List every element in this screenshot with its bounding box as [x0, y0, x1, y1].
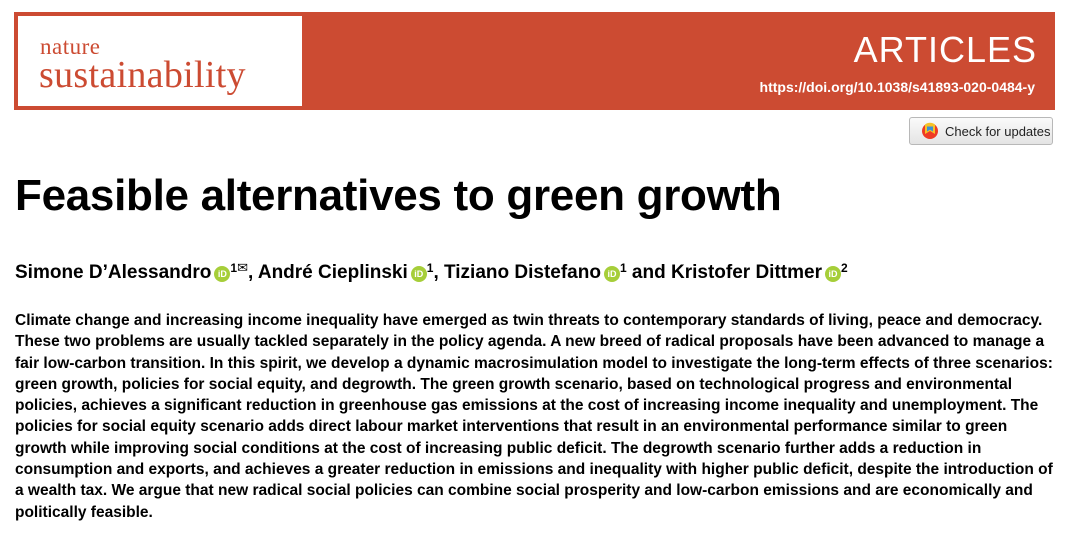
- author-affiliation[interactable]: 1: [230, 261, 238, 275]
- author-list: [15, 254, 848, 287]
- journal-banner: [14, 12, 1055, 110]
- author-affiliation[interactable]: 2: [840, 261, 848, 275]
- article-abstract: Climate change and increasing income inequality have emerged as twin threats to contemporary standards of living, peace and democracy. These two problems are usually tackled separately in the policy agenda. A new breed of radical proposals have been advanced to manage a fair low-carbon transition. In this spirit, we develop a dynamic macrosimulation model to investigate the long-term effects of three scenarios: green growth, policies for social equity, and degrowth. The green growth scenario, based on technological progress and environmental policies, achieves a significant reduction in greenhouse gas emissions at the cost of increasing income inequality and unemployment. The policies for social equity scenario adds direct labour market interventions that result in an environmental performance similar to green growth while improving social conditions at the cost of increasing public deficit. The degrowth scenario further adds a reduction in consumption and exports, and achieves a greater reduction in emissions and inequality with higher public deficit, despite the introduction of a wealth tax. We argue that new radical social policies can combine social prosperity and low-carbon emissions and are economically and politically feasible.: [15, 312, 1053, 521]
- section-label: ARTICLES: [853, 29, 1037, 70]
- author-separator: ,: [247, 262, 258, 283]
- doi-link[interactable]: https://doi.org/10.1038/s41893-020-0484-y: [759, 79, 1035, 95]
- logo-sustainability-text: sustainability: [39, 54, 246, 96]
- orcid-icon[interactable]: iD: [411, 266, 427, 282]
- author-separator: and: [626, 262, 671, 283]
- author-name[interactable]: Kristofer Dittmer: [671, 262, 822, 283]
- orcid-icon[interactable]: iD: [825, 266, 841, 282]
- check-for-updates-label: Check for updates: [945, 123, 1051, 139]
- orcid-icon[interactable]: iD: [214, 266, 230, 282]
- author-separator: ,: [433, 262, 445, 283]
- crossmark-icon: [921, 122, 939, 140]
- author-affiliation[interactable]: 1: [426, 261, 434, 275]
- author-name[interactable]: Simone D’Alessandro: [15, 262, 212, 283]
- logo-nature-text: nature: [40, 34, 101, 59]
- email-icon[interactable]: ✉: [237, 260, 248, 275]
- author-name[interactable]: Tiziano Distefano: [444, 262, 601, 283]
- check-for-updates-button[interactable]: [909, 117, 1053, 145]
- author-affiliation[interactable]: 1: [619, 261, 627, 275]
- author-name[interactable]: André Cieplinski: [257, 262, 408, 283]
- orcid-icon[interactable]: iD: [604, 266, 620, 282]
- journal-logo[interactable]: [18, 16, 302, 106]
- article-title: Feasible alternatives to green growth: [15, 171, 782, 220]
